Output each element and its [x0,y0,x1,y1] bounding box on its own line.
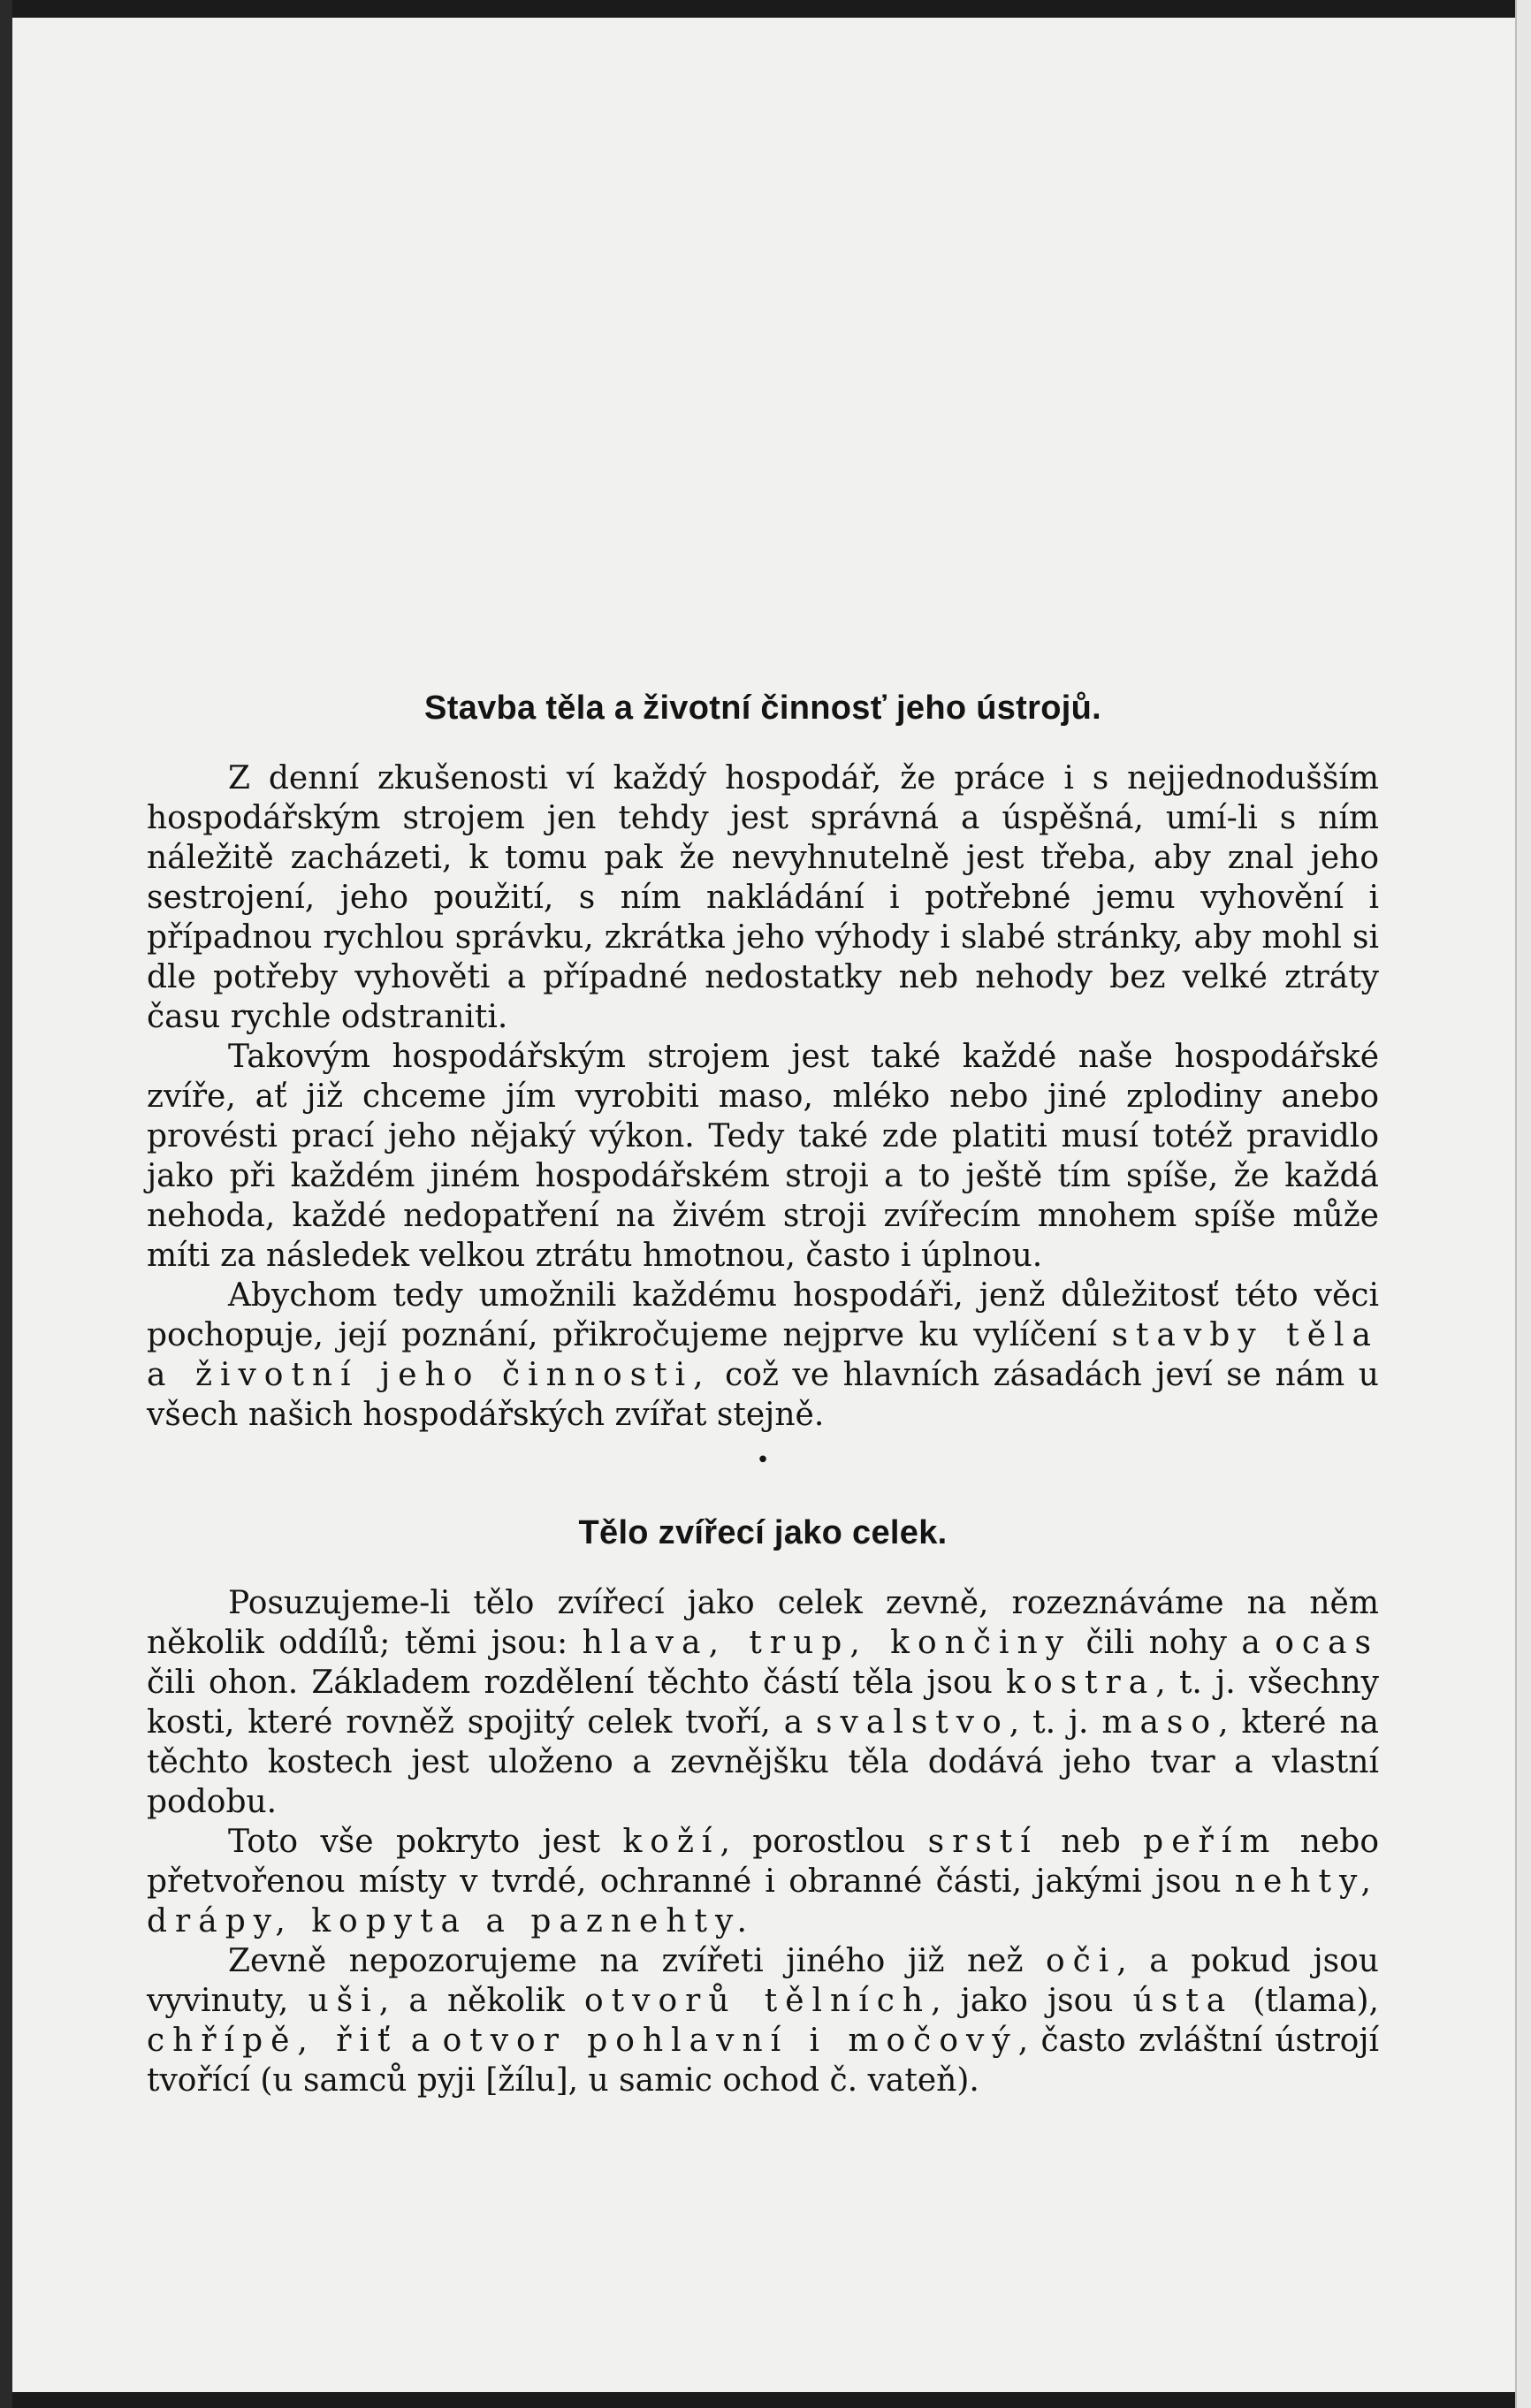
p6-emph-6: otvor pohlavní i močový [442,2023,1018,2059]
p4-text-1: Posuzujeme-li tělo zvířecí jako celek zevně, rozeznáváme na něm několik oddílů; těmi jsou: [147,1585,1379,1661]
page-edge [1515,0,1531,2408]
p6-emph-4: ústa [1132,1983,1234,2019]
p5-emph-3: peřím [1143,1824,1278,1860]
p4-emph-2: ocas [1275,1625,1380,1661]
p4-text-3: čili ohon. Základem rozdělení těchto částí těla jsou [147,1665,1007,1701]
section-separator: • [756,1447,770,1474]
text-block [147,686,1379,2100]
p4-text-2: čili nohy a [1071,1625,1276,1661]
p6-text-1: Zevně nepozorujeme na zvířeti jiného již než [228,1943,1046,1979]
p4-emph-3: kostra [1006,1665,1156,1701]
p6-emph-5: chřípě, řiť [147,2023,399,2059]
p6-emph-1: oči [1045,1943,1117,1979]
section-title-body-whole: Tělo zvířecí jako celek. [578,1514,948,1551]
p6-text-7: , často zvláštní ústrojí tvořící (u samců pyji [žílu], u samic ochod č. vateň). [147,2023,1380,2099]
paragraph-3-text-a: Abychom tedy umožnili každému hospodáři, jenž důležitosť této věci pochopuje, její poznání, přikročujeme nejprve ku vylíčení [147,1277,1379,1353]
p6-text-2: , a pokud jsou vyvinuty, [147,1943,1379,2019]
p5-text-3: neb [1038,1824,1144,1860]
p4-text-4: , t. j. všechny kosti, které rovněž spojitý celek tvoří, a [147,1665,1380,1741]
paragraph-3-text-b: což ve hlavních zásadách jeví se nám u všech našich hospodářských zvířat stejně. [147,1357,1379,1433]
p4-text-5: , t. j. [1009,1704,1102,1741]
paragraph-4 [147,1583,1379,1822]
p6-emph-3: otvorů tělních [584,1983,932,2019]
p5-text-4: nebo přetvořenou místy v tvrdé, ochranné i obranné části, jakými jsou [147,1824,1380,1900]
p6-emph-2: uši [308,1983,379,2019]
p4-emph-4: svalstvo [816,1704,1009,1741]
p5-text-2: , porostlou [720,1824,928,1860]
paragraph-2: Takovým hospodářským strojem jest také každé naše hospodářské zvíře, ať již chceme jím vyrobiti maso, mléko nebo jiné zplodiny anebo provésti prací jeho nějaký výkon. Tedy také zde platiti musí totéž pravidlo jako při každém jiném hospodářském stroji a to ještě tím spíše, že každá nehoda, každé nedopatření na živém stroji zvířecím mnohem spíše může míti za následek velkou ztrátu hmotnou, často i úplnou. [147,1039,1379,1274]
p5-text-1: Toto vše pokryto jest [228,1824,623,1860]
p6-text-5: (tlama), [1233,1983,1380,2019]
p5-emph-4: nehty, drápy, kopyta a paznehty. [147,1863,1379,1939]
paragraph-5 [147,1822,1379,1941]
p4-text-6: , které na těchto kostech jest uloženo a zevnějšku těla dodává jeho tvar a vlastní podobu. [147,1704,1379,1820]
p4-emph-1: hlava, trup, končiny [582,1625,1072,1661]
p6-text-3: , a několik [378,1983,584,2019]
binding-edge [0,0,12,2408]
paragraph-3-emphasis: stavby těla a životní jeho činnosti, [147,1317,1379,1393]
p6-text-4: , jako jsou [931,1983,1133,2019]
section-title-body-structure: Stavba těla a životní činnosť jeho ústrojů. [424,690,1101,727]
paragraph-1: Z denní zkušenosti ví každý hospodář, že práce i s nejjednodušším hospodářským strojem jen tehdy jest správná a úspěšná, umí-li s ním náležitě zacházeti, k tomu pak že nevyhnutelně jest třeba, aby znal jeho sestrojení, jeho použití, s ním nakládání i potřebné jemu vyhovění i případnou rychlou správku, zkrátka jeho výhody i slabé stránky, aby mohl si dle potřeby vyhověti a případné nedostatky neb nehody bez velké ztráty času rychle odstraniti. [147,760,1379,1035]
p5-emph-1: koží [622,1824,720,1860]
p5-emph-2: srstí [927,1824,1039,1860]
paragraph-6 [147,1941,1379,2100]
paragraph-3 [147,1276,1379,1435]
p6-text-6: a [398,2023,443,2059]
p4-emph-5: maso [1101,1704,1219,1741]
